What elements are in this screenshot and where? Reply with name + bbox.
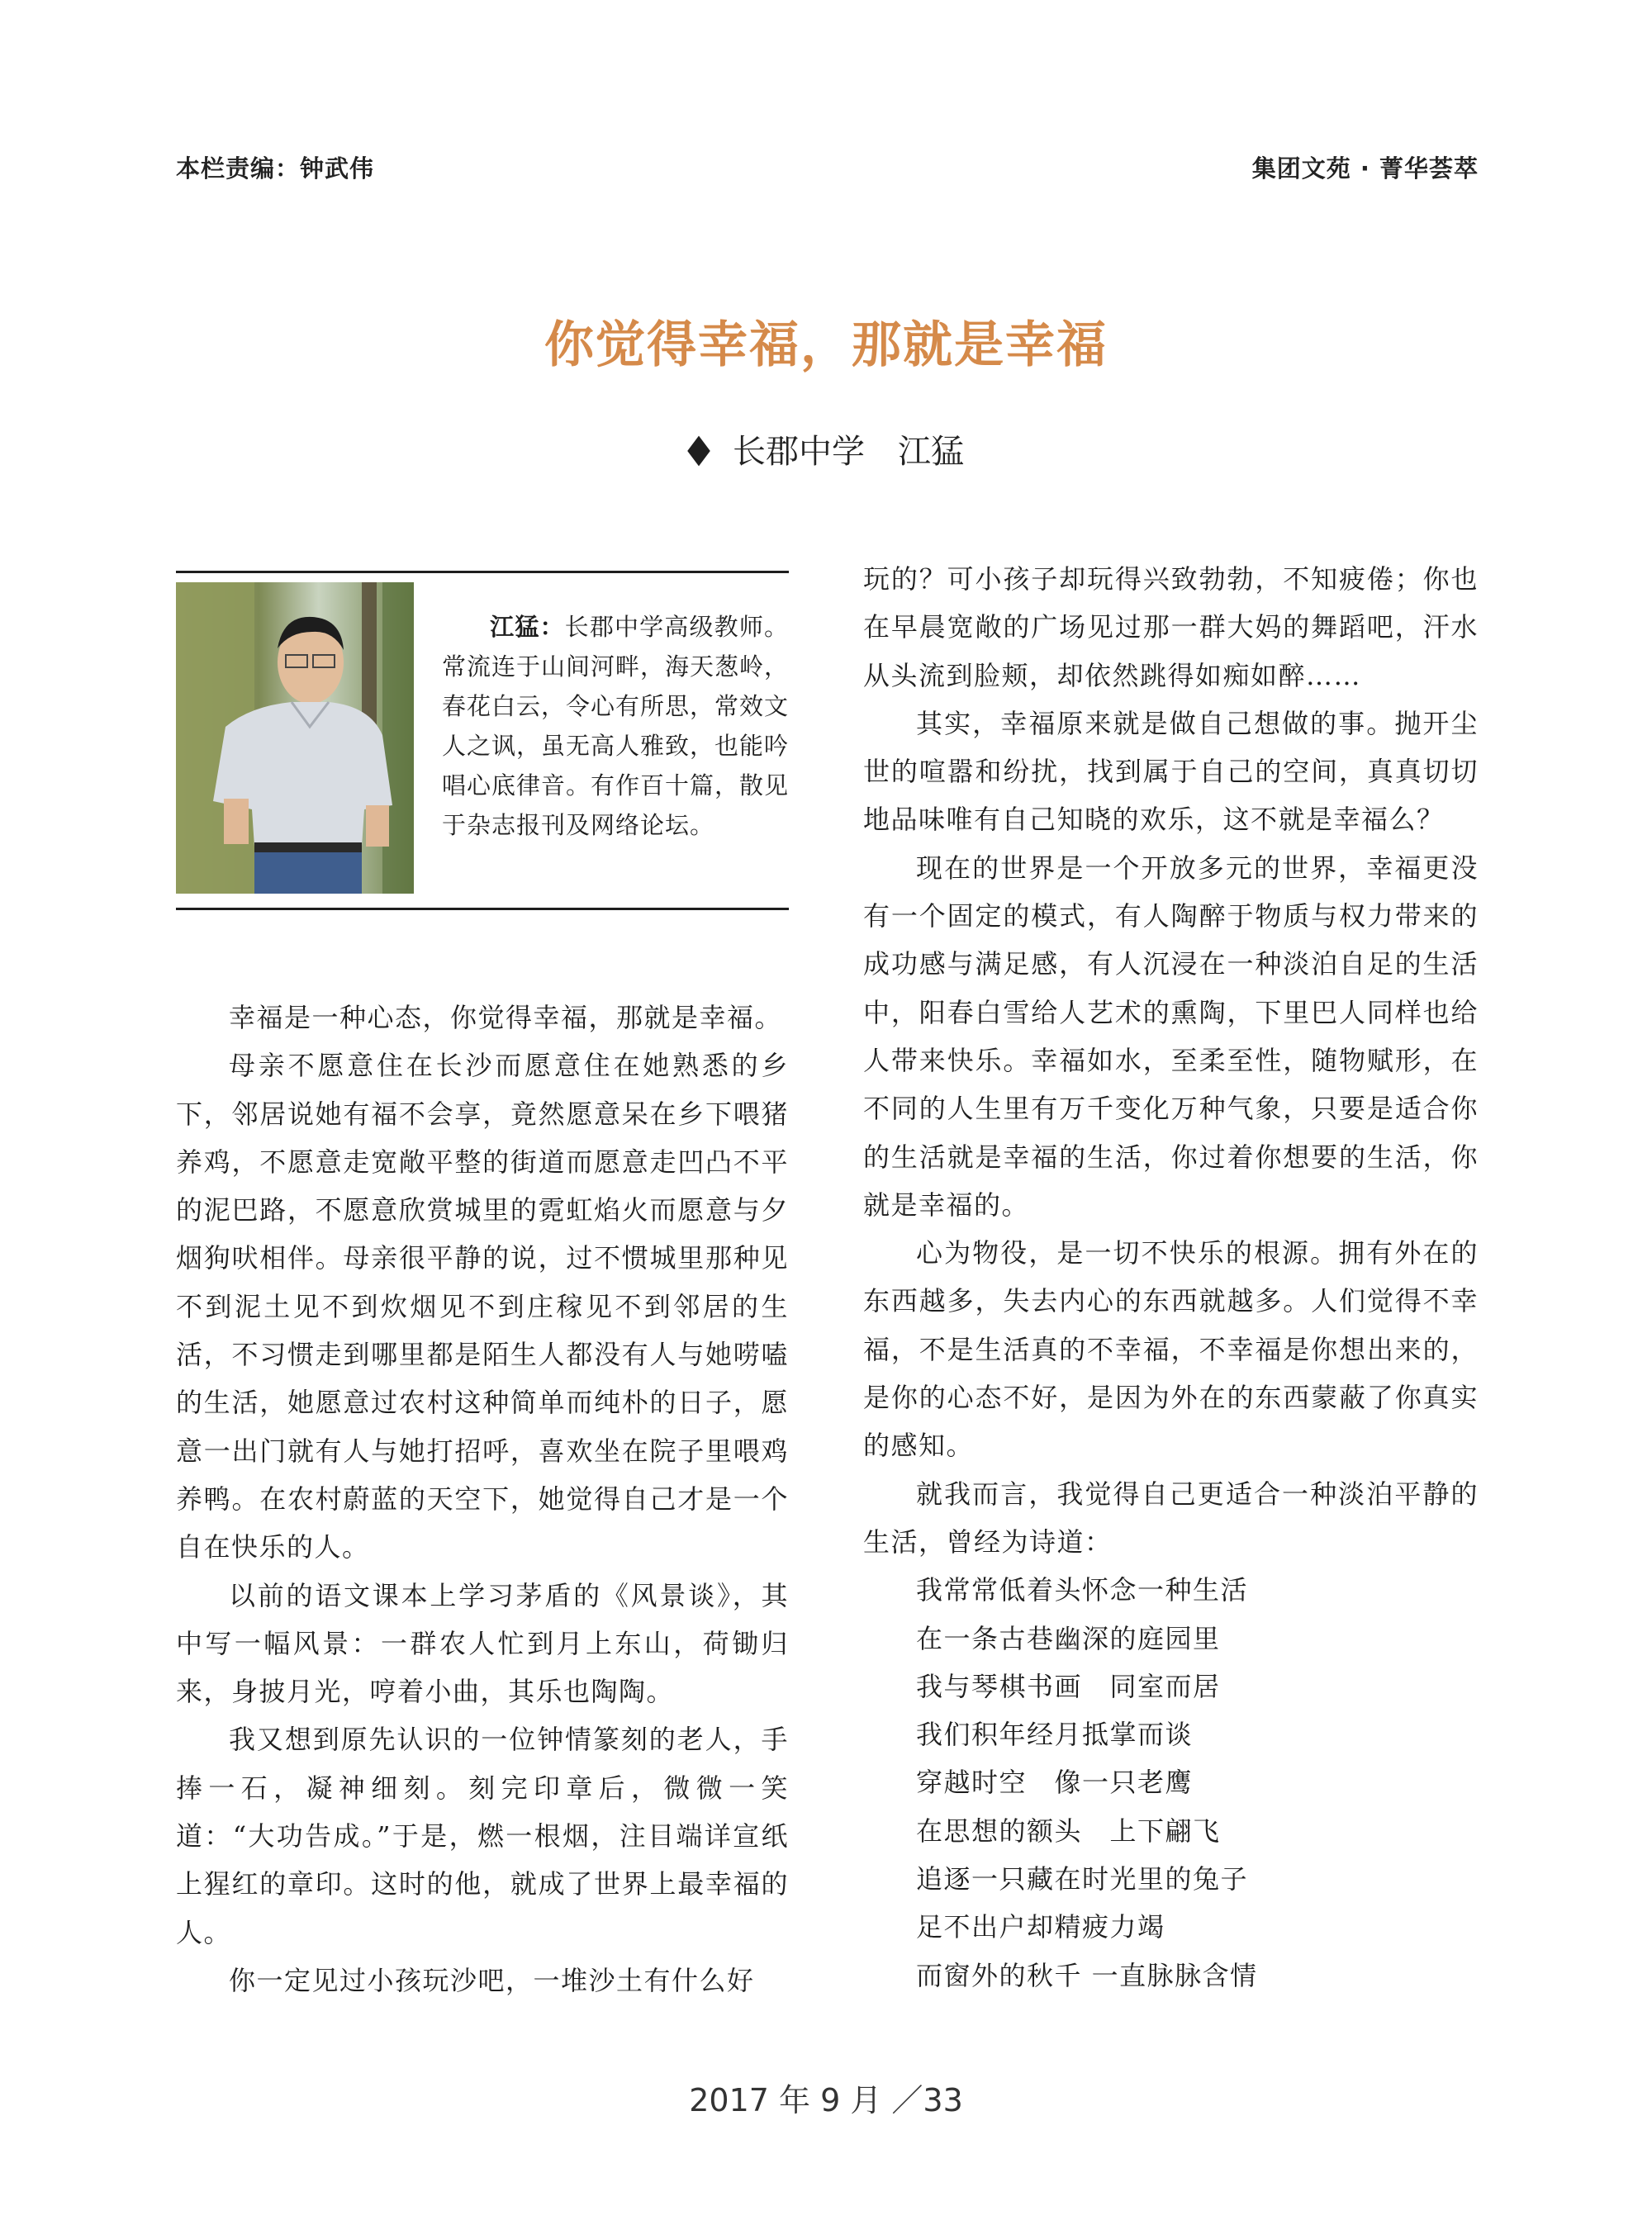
- poem-line: 在一条古巷幽深的庭园里: [916, 1622, 1221, 1654]
- poem-line: 足不出户却精疲力竭: [916, 1911, 1165, 1943]
- paragraph: 心为物役，是一切不快乐的根源。拥有外在的东西越多，失去内心的东西就越多。人们觉得不幸福，不是生活真的不幸福，不幸福是你想出来的，是你的心态不好，是因为外在的东西蒙蔽了你真实的感知。: [863, 1237, 1479, 1462]
- poem-line: 我与琴棋书画 同室而居: [916, 1670, 1221, 1702]
- poem-line: 而窗外的秋千 一直脉脉含情: [916, 1959, 1258, 1991]
- paragraph: 我又想到原先认识的一位钟情篆刻的老人，手捧一石，凝神细刻。刻完印章后，微微一笑道：“大功告成。”于是，燃一根烟，注目端详宣纸上猩红的章印。这时的他，就成了世界上最幸福的人。: [176, 1724, 789, 1948]
- author-bio: [442, 607, 789, 845]
- paragraph: 母亲不愿意住在长沙而愿意住在她熟悉的乡下，邻居说她有福不会享，竟然愿意呆在乡下喂猪养鸡，不愿意走宽敞平整的街道而愿意走凹凸不平的泥巴路，不愿意欣赏城里的霓虹焰火而愿意与夕烟狗吠相伴。母亲很平静的说，过不惯城里那种见不到泥土见不到炊烟见不到庄稼见不到邻居的生活，不习惯走到哪里都是陌生人都没有人与她唠嗑的生活，她愿意过农村这种简单而纯朴的日子，愿意一出门就有人与她打招呼，喜欢坐在院子里喂鸡养鸭。在农村蔚蓝的天空下，她觉得自己才是一个自在快乐的人。: [176, 1050, 789, 1563]
- bio-name: 江猛：: [490, 613, 565, 641]
- poem-line: 穿越时空 像一只老鹰: [916, 1767, 1194, 1799]
- byline-author: 江猛: [898, 433, 964, 471]
- paragraph: 你一定见过小孩玩沙吧，一堆沙土有什么好: [229, 1964, 755, 1996]
- diamond-bullet-icon: [687, 436, 710, 467]
- article-title: 你觉得幸福，那就是幸福: [544, 316, 1108, 374]
- left-column: [176, 994, 789, 2004]
- poem-line: 在思想的额头 上下翩飞: [916, 1815, 1221, 1847]
- poem-line: 追逐一只藏在时光里的兔子: [916, 1863, 1249, 1895]
- author-photo: [176, 582, 414, 894]
- paragraph: 以前的语文课本上学习茅盾的《风景谈》，其中写一幅风景：一群农人忙到月上东山，荷锄归来，身披月光，哼着小曲，其乐也陶陶。: [176, 1579, 789, 1708]
- section-name: 集团文苑 · 菁华荟萃: [1251, 154, 1479, 183]
- paragraph-continuation: 玩的？可小孩子却玩得兴致勃勃，不知疲倦；你也在早晨宽敞的广场见过那一群大妈的舞蹈吧，汗水从头流到脸颊，却依然跳得如痴如醉……: [863, 563, 1479, 691]
- bio-bottom-rule: [176, 908, 789, 910]
- poem-line: 我们积年经月抵掌而谈: [916, 1719, 1194, 1751]
- poem: [863, 1566, 1479, 2000]
- editor-credit: 本栏责编：钟武伟: [176, 154, 375, 183]
- poem-line: 我常常低着头怀念一种生活: [916, 1574, 1249, 1606]
- byline: [0, 425, 1652, 472]
- paragraph: 就我而言，我觉得自己更适合一种淡泊平静的生活，曾经为诗道：: [863, 1478, 1479, 1558]
- paragraph: 现在的世界是一个开放多元的世界，幸福更没有一个固定的模式，有人陶醉于物质与权力带来的成功感与满足感，有人沉浸在一种淡泊自足的生活中，阳春白雪给人艺术的熏陶，下里巴人同样也给人带来快乐。幸福如水，至柔至性，随物赋形，在不同的人生里有万千变化万种气象，只要是适合你的生活就是幸福的生活，你过着你想要的生活，你就是幸福的。: [863, 852, 1479, 1221]
- right-column: [863, 555, 1479, 2000]
- bio-top-rule: [176, 571, 789, 573]
- byline-school: 长郡中学: [733, 433, 865, 471]
- paragraph: 其实，幸福原来就是做自己想做的事。抛开尘世的喧嚣和纷扰，找到属于自己的空间，真真切切地品味唯有自己知晓的欢乐，这不就是幸福么？: [863, 707, 1479, 836]
- bio-description: 长郡中学高级教师。常流连于山间河畔，海天葱岭，春花白云，令心有所思，常效文人之讽，虽无高人雅致，也能吟唱心底律音。有作百十篇，散见于杂志报刊及网络论坛。: [442, 613, 790, 839]
- page-footer: 2017 年 9 月 ／33: [689, 2082, 963, 2118]
- paragraph: 幸福是一种心态，你觉得幸福，那就是幸福。: [229, 1002, 783, 1033]
